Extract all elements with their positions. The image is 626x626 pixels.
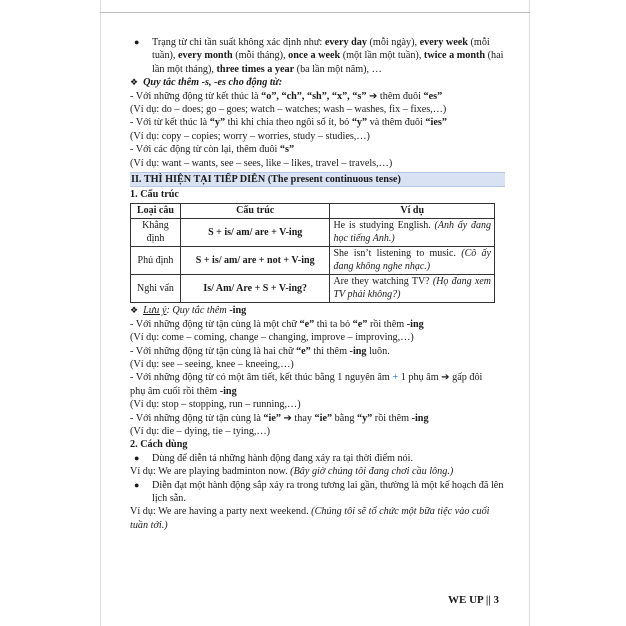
table-row [131, 247, 495, 275]
table-cell-type: Phủ định [131, 247, 181, 275]
rule-line: - Với những động từ có một âm tiết, kết thúc bằng 1 nguyên âm + 1 phụ âm ➔ gấp đôi [130, 372, 483, 384]
example-line: Ví dụ: We are having a party next weekend. (Chúng tôi sẽ tổ chức một bữa tiệc vào cuối tuần tới.) [130, 506, 490, 531]
table-cell-example: He is studying English. (Anh ấy đang học tiếng Anh.) [330, 219, 495, 247]
table-cell-structure: S + is/ am/ are + not + V-ing [180, 247, 330, 275]
bullet-icon: ● [134, 37, 140, 47]
top-rule [100, 12, 530, 13]
section-title: II. THÌ HIỆN TẠI TIẾP DIỄN (The present continuous tense) [130, 172, 505, 187]
table-cell-structure: S + is/ am/ are + V-ing [180, 219, 330, 247]
note-heading: ❖ Lưu ý: Quy tắc thêm -ing [130, 305, 247, 317]
table-header: Loại câu [131, 203, 181, 219]
example-line: (Ví dụ: stop – stopping, run – running,…) [130, 399, 301, 411]
table-cell-example: Are they watching TV? (Họ đang xem TV phải không?) [330, 275, 495, 303]
rule-line: - Với những động từ tận cùng là “ie” ➔ thay “ie” bằng “y” rồi thêm -ing [130, 412, 429, 424]
example-line: (Ví dụ: do – does; go – goes; watch – watches; wash – washes, fix – fixes,…) [130, 104, 447, 116]
bullet-adverbs: ● Trạng từ chỉ tần suất không xác định như: every day (mỗi ngày), every week (mỗi tuần), every month (mỗi tháng), once a week (một lần một tuần), twice a month (hai lần một tháng), three times a year (ba lần một năm), … [130, 36, 505, 76]
rule-line: - Với từ kết thúc là “y” thì khi chia theo ngôi số ít, bỏ “y” và thêm đuôi “ies” [130, 117, 447, 129]
rule-s-es-heading: ❖ Quy tắc thêm -s, -es cho động từ: [130, 77, 283, 89]
table-header: Ví dụ [330, 203, 495, 219]
arrow-right-icon: ➔ [283, 412, 292, 424]
rule-line: - Với những động từ tận cùng là hai chữ “e” thì thêm -ing luôn. [130, 345, 390, 357]
table-header-row [131, 203, 495, 219]
usage-bullet: ● Dùng để diễn tả những hành động đang xảy ra tại thời điểm nói. [130, 452, 505, 465]
example-line: (Ví dụ: copy – copies; worry – worries, study – studies,…) [130, 130, 370, 142]
table-cell-example: She isn’t listening to music. (Cô ấy đang không nghe nhạc.) [330, 247, 495, 275]
arrow-right-icon: ➔ [441, 372, 450, 384]
arrow-right-icon: ➔ [368, 90, 378, 102]
page-content [130, 36, 505, 532]
structure-table [130, 203, 495, 304]
rule-line: - Với những động từ kết thúc là “o”, “ch”, “sh”, “x”, “s” ➔ thêm đuôi “es” [130, 90, 443, 102]
example-line: Ví dụ: We are playing badminton now. (Bây giờ chúng tôi đang chơi cầu lông.) [130, 466, 454, 478]
example-line: (Ví dụ: die – dying, tie – tying,…) [130, 426, 271, 438]
table-cell-type: Nghi vấn [131, 275, 181, 303]
table-cell-structure: Is/ Am/ Are + S + V-ing? [180, 275, 330, 303]
rule-line-continued: phụ âm cuối rồi thêm -ing [130, 385, 237, 397]
table-row [131, 219, 495, 247]
example-line: (Ví dụ: come – coming, change – changing, improve – improving,…) [130, 332, 414, 344]
example-line: (Ví dụ: want – wants, see – sees, like – likes, travel – travels,…) [130, 157, 393, 169]
bullet-icon: ● [134, 452, 140, 463]
rule-line: - Với các động từ còn lại, thêm đuôi “s” [130, 144, 295, 156]
diamond-bullet-icon: ❖ [130, 77, 139, 88]
page-footer: WE UP || 3 [448, 594, 499, 606]
example-line: (Ví dụ: see – seeing, knee – kneeing,…) [130, 359, 294, 370]
rule-line: - Với những động từ tận cùng là một chữ “e” thì ta bỏ “e” rồi thêm -ing [130, 318, 424, 330]
subsection-title: 2. Cách dùng [130, 439, 188, 451]
diamond-bullet-icon: ❖ [130, 305, 139, 316]
subsection-title: 1. Cấu trúc [130, 189, 179, 201]
table-header: Cấu trúc [180, 203, 330, 219]
table-row [131, 275, 495, 303]
table-cell-type: Khẳng định [131, 219, 181, 247]
usage-bullet: ● Diễn đạt một hành động sắp xảy ra trong tương lai gần, thường là một kế hoạch đã lên lịch sẵn. [130, 479, 505, 506]
bullet-icon: ● [134, 479, 140, 490]
